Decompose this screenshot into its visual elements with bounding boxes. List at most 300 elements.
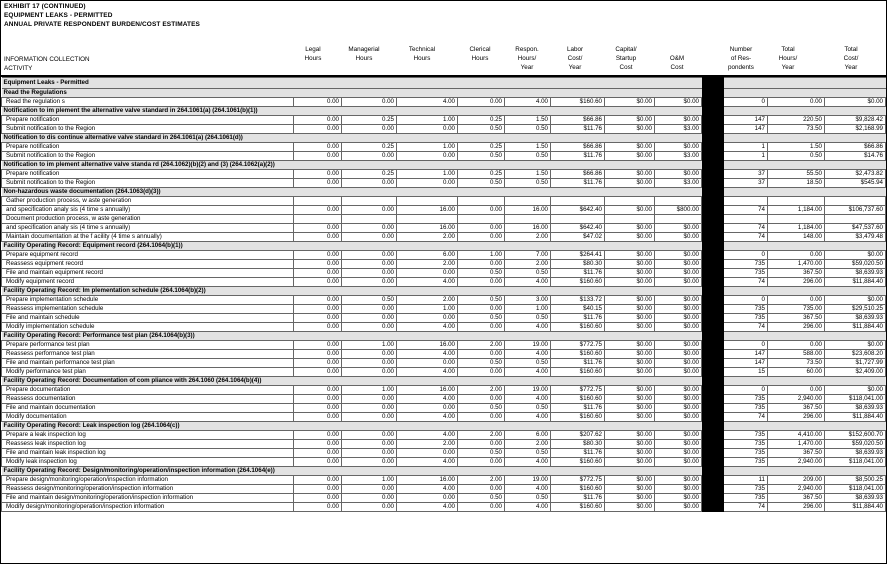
cell-value: 0.50 — [458, 359, 505, 368]
cell-value: 1.00 — [397, 143, 458, 152]
cell-value: $0.00 — [655, 296, 702, 305]
report-subtitle: EQUIPMENT LEAKS - PERMITTED — [4, 12, 113, 19]
cell-value: 0.00 — [294, 359, 342, 368]
cell-value: 4.00 — [505, 368, 551, 377]
cell-value: 0.00 — [294, 494, 342, 503]
section-title: Facility Operating Record: Documentation of com pliance with 264.1060 (264.1064(b)(4)) — [2, 377, 702, 386]
cell-value: $0.00 — [655, 386, 702, 395]
cell-value: 55.50 — [768, 170, 825, 179]
cell-value: 0.00 — [294, 233, 342, 242]
cell-value: $0.00 — [605, 143, 655, 152]
cell-value: $800.00 — [655, 206, 702, 215]
cell-value: $642.40 — [551, 206, 605, 215]
cell-value: 0.00 — [342, 503, 397, 512]
section-title: Facility Operating Record: Leak inspection log (264.1064(c)) — [2, 422, 702, 431]
cell-value: $0.00 — [825, 296, 886, 305]
cell-value: 16.00 — [397, 386, 458, 395]
cell-value: $160.60 — [551, 458, 605, 467]
cell-value: 0.00 — [342, 494, 397, 503]
section-header-row — [2, 188, 886, 197]
top-section-title: Equipment Leaks - Permitted — [2, 78, 702, 89]
cell-value: 0.00 — [294, 260, 342, 269]
cell-value: 2,940.00 — [768, 395, 825, 404]
cell-value: $0.00 — [825, 251, 886, 260]
cell-value: $0.00 — [605, 359, 655, 368]
cell-value: $0.00 — [655, 503, 702, 512]
divider-bar — [702, 125, 724, 134]
cell-value: 735 — [724, 449, 768, 458]
cell-value: 0.00 — [458, 350, 505, 359]
cell-value: $0.00 — [605, 125, 655, 134]
cell-value: 0.00 — [342, 485, 397, 494]
cell-value — [342, 215, 397, 224]
table-row — [2, 296, 886, 305]
cell-value: 4.00 — [505, 503, 551, 512]
divider-bar — [702, 170, 724, 179]
cell-value: 0.00 — [342, 413, 397, 422]
cell-value: 367.50 — [768, 494, 825, 503]
cell-value: 0.00 — [294, 269, 342, 278]
cell-value: 1 — [724, 143, 768, 152]
cell-value: 0.00 — [294, 179, 342, 188]
cell-value: 735 — [724, 269, 768, 278]
cell-value: $47.02 — [551, 233, 605, 242]
row-label: Maintain documentation at the f acility (4 time s annually) — [2, 233, 294, 242]
divider-bar — [702, 161, 724, 170]
cell-value: 0.00 — [342, 305, 397, 314]
cell-value — [768, 197, 825, 206]
cell-value: $0.00 — [605, 305, 655, 314]
cell-value: 0.00 — [397, 152, 458, 161]
cell-value: 1.50 — [505, 170, 551, 179]
row-label: Modify documentation — [2, 413, 294, 422]
cell-value: $1,727.99 — [825, 359, 886, 368]
cell-value: 147 — [724, 359, 768, 368]
cell-value: $0.00 — [825, 386, 886, 395]
cell-value: $0.00 — [605, 431, 655, 440]
divider-bar — [702, 314, 724, 323]
cell-value: $0.00 — [605, 404, 655, 413]
divider-bar — [702, 179, 724, 188]
cell-value: $106,737.60 — [825, 206, 886, 215]
section-header-row — [2, 107, 886, 116]
cell-value: $0.00 — [655, 404, 702, 413]
section-header-row — [2, 377, 886, 386]
cell-value: 0.25 — [458, 143, 505, 152]
divider-bar — [702, 224, 724, 233]
cell-value: $0.00 — [655, 170, 702, 179]
cell-value: 0.00 — [294, 314, 342, 323]
cell-value: $80.30 — [551, 260, 605, 269]
section-title: Facility Operating Record: Im plementation schedule (264.1064(b)(2)) — [2, 287, 702, 296]
cell-value — [551, 197, 605, 206]
cell-value: $11.76 — [551, 494, 605, 503]
cell-value: 0.00 — [294, 386, 342, 395]
cell-value: 0.00 — [342, 269, 397, 278]
cell-value: $0.00 — [605, 224, 655, 233]
cell-value: 1.50 — [768, 143, 825, 152]
cell-value: 11 — [724, 476, 768, 485]
cell-value: $0.00 — [605, 296, 655, 305]
row-label: Modify design/monitoring/operation/inspection information — [2, 503, 294, 512]
section-title: Facility Operating Record: Performance test plan (264.1064(b)(3)) — [2, 332, 702, 341]
divider-bar — [702, 404, 724, 413]
cell-value: 0.25 — [458, 170, 505, 179]
cell-value: $11.76 — [551, 314, 605, 323]
cell-value: $160.60 — [551, 278, 605, 287]
table-row — [2, 341, 886, 350]
cell-value: 0.50 — [505, 125, 551, 134]
cell-value: 0.00 — [294, 296, 342, 305]
table-row — [2, 368, 886, 377]
row-label: Gather production process, w aste generation — [2, 197, 294, 206]
table-row — [2, 323, 886, 332]
row-label: File and maintain leak inspection log — [2, 449, 294, 458]
divider-bar — [702, 215, 724, 224]
cell-value: 0.00 — [458, 395, 505, 404]
divider-bar — [702, 233, 724, 242]
divider-bar — [702, 269, 724, 278]
divider-bar — [702, 485, 724, 494]
cell-value: 0 — [724, 98, 768, 107]
cell-value: $0.00 — [605, 206, 655, 215]
cell-value: 2.00 — [397, 260, 458, 269]
cell-value: 148.00 — [768, 233, 825, 242]
cell-value: 296.00 — [768, 413, 825, 422]
table-row — [2, 386, 886, 395]
cell-value: $152,600.70 — [825, 431, 886, 440]
cell-value: $9,828.42 — [825, 116, 886, 125]
cell-value: $0.00 — [655, 98, 702, 107]
cell-value: 0.00 — [458, 98, 505, 107]
cell-value: $118,041.00 — [825, 395, 886, 404]
cell-value: 0.50 — [505, 179, 551, 188]
cell-value: 735 — [724, 458, 768, 467]
table-row — [2, 449, 886, 458]
cell-value: 0.50 — [505, 152, 551, 161]
divider-bar — [702, 251, 724, 260]
col-respon-header: Respon. Hours/ Year — [515, 46, 539, 71]
cell-value: 0 — [724, 251, 768, 260]
cell-value: $118,041.00 — [825, 485, 886, 494]
row-label: Prepare performance test plan — [2, 341, 294, 350]
cell-value — [294, 215, 342, 224]
cell-value: $11.76 — [551, 125, 605, 134]
cell-value: 0.50 — [458, 179, 505, 188]
divider-bar — [702, 143, 724, 152]
cell-value: 147 — [724, 116, 768, 125]
col-capital-header: Capital/ Startup Cost — [615, 46, 637, 71]
cell-value: 0.50 — [458, 152, 505, 161]
divider-bar — [702, 350, 724, 359]
cell-value: 0.00 — [458, 305, 505, 314]
cell-value: $3,479.48 — [825, 233, 886, 242]
cell-value: 0.00 — [458, 485, 505, 494]
cell-value: $0.00 — [655, 431, 702, 440]
cell-value: $0.00 — [655, 143, 702, 152]
divider-bar — [702, 78, 724, 89]
cell-value: $0.00 — [655, 359, 702, 368]
row-label: File and maintain documentation — [2, 404, 294, 413]
cell-value: 0.00 — [342, 359, 397, 368]
cell-value: $0.00 — [605, 458, 655, 467]
cell-value: $14.76 — [825, 152, 886, 161]
cell-value: 367.50 — [768, 404, 825, 413]
cell-value: $772.75 — [551, 386, 605, 395]
cell-value: 4.00 — [397, 431, 458, 440]
cell-value: 0.00 — [294, 503, 342, 512]
cell-value: $0.00 — [655, 314, 702, 323]
cell-value: 0.00 — [294, 278, 342, 287]
cell-value: $133.72 — [551, 296, 605, 305]
cell-value: $0.00 — [605, 260, 655, 269]
cell-value: $160.60 — [551, 395, 605, 404]
cell-value: 0.25 — [342, 170, 397, 179]
section-title: Non-hazardous waste documentation (264.1063(d)(3)) — [2, 188, 702, 197]
cell-value — [605, 197, 655, 206]
divider-bar — [702, 413, 724, 422]
row-label: File and maintain schedule — [2, 314, 294, 323]
cell-value: 588.00 — [768, 350, 825, 359]
section-title: Notification to im plement the alternative valve standard in 264.1061(a) (264.1061(b)(1)) — [2, 107, 702, 116]
cell-value: $0.00 — [655, 476, 702, 485]
cell-value: $0.00 — [605, 413, 655, 422]
cell-value: 0.00 — [397, 179, 458, 188]
table-row — [2, 314, 886, 323]
cell-value: $160.60 — [551, 485, 605, 494]
cell-value: $59,020.50 — [825, 260, 886, 269]
cell-value: $0.00 — [655, 323, 702, 332]
cell-value: $264.41 — [551, 251, 605, 260]
cell-value: 1.00 — [342, 341, 397, 350]
cell-value: 4.00 — [397, 485, 458, 494]
cell-value: $0.00 — [655, 278, 702, 287]
cell-value: 1.00 — [458, 251, 505, 260]
cell-value: 2.00 — [458, 476, 505, 485]
cell-value: $160.60 — [551, 368, 605, 377]
cell-value: 0.00 — [768, 251, 825, 260]
row-label: Prepare notification — [2, 116, 294, 125]
cell-value: 0.00 — [294, 143, 342, 152]
cell-value: 2,940.00 — [768, 485, 825, 494]
section-header-row — [2, 89, 886, 98]
table-row — [2, 269, 886, 278]
table-row — [2, 350, 886, 359]
row-label: Prepare design/monitoring/operation/inspection information — [2, 476, 294, 485]
cell-value: 16.00 — [397, 476, 458, 485]
cell-value: $2,409.00 — [825, 368, 886, 377]
cell-value: 1.00 — [397, 116, 458, 125]
divider-bar — [702, 332, 724, 341]
cell-value: 1,470.00 — [768, 440, 825, 449]
divider-bar — [702, 341, 724, 350]
cell-value: 0.00 — [342, 350, 397, 359]
cell-value: 4.00 — [397, 503, 458, 512]
top-section-row — [2, 78, 886, 89]
cell-value: 4.00 — [397, 368, 458, 377]
cell-value: 0.25 — [458, 116, 505, 125]
section-header-row — [2, 134, 886, 143]
section-header-row — [2, 161, 886, 170]
cell-value: 2.00 — [505, 440, 551, 449]
cell-value: $47,537.60 — [825, 224, 886, 233]
cell-value: 74 — [724, 233, 768, 242]
cell-value: 0.50 — [458, 269, 505, 278]
cell-value: 0.00 — [397, 449, 458, 458]
cell-value: 0.00 — [294, 413, 342, 422]
cell-value: 73.50 — [768, 125, 825, 134]
row-label: and specification analy sis (4 time s annually) — [2, 206, 294, 215]
cell-value: 0.00 — [294, 368, 342, 377]
cell-value: $8,639.93 — [825, 494, 886, 503]
cell-value: 735 — [724, 395, 768, 404]
cell-value: $0.00 — [605, 233, 655, 242]
cell-value: 6.00 — [397, 251, 458, 260]
cell-value — [724, 215, 768, 224]
cell-value: 0.00 — [768, 386, 825, 395]
cell-value: 15 — [724, 368, 768, 377]
divider-bar — [702, 188, 724, 197]
cell-value: 0.00 — [458, 323, 505, 332]
row-label: Reassess implementation schedule — [2, 305, 294, 314]
cell-value: 0.00 — [397, 314, 458, 323]
cell-value: 0.00 — [294, 206, 342, 215]
cell-value: $0.00 — [655, 458, 702, 467]
cell-value: 1,184.00 — [768, 206, 825, 215]
cell-value: 735 — [724, 485, 768, 494]
divider-bar — [702, 323, 724, 332]
cell-value: $0.00 — [605, 98, 655, 107]
cell-value: 0.00 — [342, 278, 397, 287]
cell-value: 6.00 — [505, 431, 551, 440]
section-header-row — [2, 332, 886, 341]
cell-value — [397, 215, 458, 224]
cell-value: $11,884.40 — [825, 503, 886, 512]
cell-value: 0.00 — [342, 260, 397, 269]
cell-value: 0.00 — [458, 278, 505, 287]
cell-value — [458, 215, 505, 224]
row-label: Reassess design/monitoring/operation/inspection information — [2, 485, 294, 494]
cell-value: 2.00 — [397, 440, 458, 449]
cell-value: $0.00 — [655, 413, 702, 422]
cell-value: 0.00 — [397, 494, 458, 503]
cell-value: $0.00 — [655, 224, 702, 233]
cell-value: 0.00 — [458, 413, 505, 422]
cell-value: $0.00 — [825, 98, 886, 107]
exhibit-title: EXHIBIT 17 (CONTINUED) — [4, 3, 86, 10]
cell-value: 0.00 — [768, 296, 825, 305]
cell-value: 4.00 — [397, 413, 458, 422]
cell-value: 0.00 — [294, 116, 342, 125]
cell-value: 0.00 — [294, 125, 342, 134]
cell-value: 0.00 — [342, 431, 397, 440]
cell-value: 1.00 — [342, 476, 397, 485]
cell-value: $0.00 — [655, 485, 702, 494]
cell-value: 0.00 — [342, 152, 397, 161]
table-row — [2, 305, 886, 314]
cell-value: $11,884.40 — [825, 323, 886, 332]
cell-value: $66.86 — [551, 116, 605, 125]
table-row — [2, 395, 886, 404]
cell-value: 4.00 — [505, 485, 551, 494]
cell-value: 367.50 — [768, 314, 825, 323]
cell-value: $8,639.93 — [825, 404, 886, 413]
cell-value: 4.00 — [505, 413, 551, 422]
cell-value: 4.00 — [397, 278, 458, 287]
cell-value: $3.00 — [655, 125, 702, 134]
cell-value: 0.00 — [294, 476, 342, 485]
table-row — [2, 206, 886, 215]
burden-table — [1, 77, 886, 512]
col-totalhours-header: Total Hours/ Year — [778, 46, 798, 71]
row-label: Document production process, w aste generation — [2, 215, 294, 224]
cell-value: 0.50 — [458, 314, 505, 323]
cell-value: 367.50 — [768, 449, 825, 458]
cell-value: 0.00 — [458, 440, 505, 449]
cell-value: 37 — [724, 179, 768, 188]
cell-value: 16.00 — [505, 224, 551, 233]
cell-value: $0.00 — [605, 179, 655, 188]
cell-value: 0.50 — [458, 494, 505, 503]
col-activity-header: INFORMATION COLLECTION ACTIVITY — [4, 56, 90, 72]
divider-bar — [702, 449, 724, 458]
cell-value: 0.00 — [294, 224, 342, 233]
cell-value: 735 — [724, 260, 768, 269]
report-caption: ANNUAL PRIVATE RESPONDENT BURDEN/COST ESTIMATES — [4, 21, 200, 28]
table-row — [2, 215, 886, 224]
col-clerical-header: Clerical Hours — [469, 46, 491, 62]
cell-value: 74 — [724, 224, 768, 233]
row-label: Reassess performance test plan — [2, 350, 294, 359]
cell-value: 0.00 — [342, 449, 397, 458]
col-om-header: O&M Cost — [669, 55, 685, 71]
row-label: Reassess leak inspection log — [2, 440, 294, 449]
cell-value: $59,020.50 — [825, 440, 886, 449]
cell-value: 296.00 — [768, 323, 825, 332]
table-row — [2, 458, 886, 467]
cell-value: 0.00 — [294, 449, 342, 458]
cell-value: 0.50 — [342, 296, 397, 305]
cell-value: 60.00 — [768, 368, 825, 377]
cell-value: 0.00 — [397, 269, 458, 278]
cell-value: 1.50 — [505, 116, 551, 125]
section-title: Read the Regulations — [2, 89, 702, 98]
col-labor-header: Labor Cost/ Year — [566, 46, 584, 71]
cell-value: 0.00 — [342, 404, 397, 413]
cell-value: 1.00 — [397, 305, 458, 314]
cell-value: $0.00 — [605, 269, 655, 278]
cell-value: $118,041.00 — [825, 458, 886, 467]
row-label: Reassess equipment record — [2, 260, 294, 269]
section-header-row — [2, 242, 886, 251]
cell-value: $0.00 — [655, 449, 702, 458]
row-label: Modify performance test plan — [2, 368, 294, 377]
row-label: Prepare documentation — [2, 386, 294, 395]
divider-bar — [702, 260, 724, 269]
col-technical-header: Technical Hours — [408, 46, 436, 62]
divider-bar — [702, 116, 724, 125]
cell-value: $11,884.40 — [825, 278, 886, 287]
cell-value: 0.00 — [458, 458, 505, 467]
table-row — [2, 476, 886, 485]
cell-value: 4.00 — [505, 323, 551, 332]
cell-value: 0.00 — [397, 125, 458, 134]
cell-value: $772.75 — [551, 476, 605, 485]
cell-value: 0.00 — [458, 260, 505, 269]
divider-bar — [702, 503, 724, 512]
cell-value: $160.60 — [551, 503, 605, 512]
cell-value: 0.00 — [294, 404, 342, 413]
